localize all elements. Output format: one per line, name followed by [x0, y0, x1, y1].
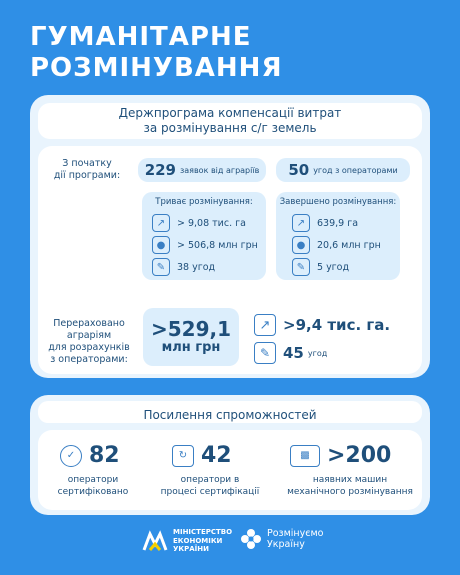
- agreements-value: 50: [288, 161, 310, 179]
- applications-chip: [138, 158, 266, 182]
- flower-icon: [240, 528, 262, 550]
- ongoing-deals-row: [152, 258, 215, 276]
- transferred-label-line-3: для розрахунків: [48, 342, 130, 353]
- stat-in-process-label-line-2: процесі сертифікації: [160, 487, 260, 497]
- agreements-chip: [276, 158, 410, 182]
- transferred-label-line-1: Перераховано: [53, 318, 125, 329]
- area-icon: ↗: [152, 214, 170, 232]
- completed-money: 20,6 млн грн: [317, 239, 381, 251]
- ministry-line-2: ЕКОНОМІКИ: [173, 536, 223, 545]
- since-label-line-2: дії програми:: [53, 170, 121, 181]
- capacity-body: [38, 430, 422, 510]
- ministry-line-3: УКРАЇНИ: [173, 545, 209, 553]
- demining-machine-icon: ▩: [290, 445, 320, 467]
- transferred-label-line-4: з операторами:: [50, 354, 128, 365]
- capacity-heading-card: [38, 401, 422, 423]
- ongoing-area-row: [152, 214, 246, 232]
- process-icon: ↻: [172, 445, 194, 467]
- ongoing-heading: Триває розмінування:: [155, 197, 253, 207]
- program-heading: [38, 103, 422, 139]
- total-area: >9,4 тис. га.: [283, 316, 391, 334]
- completed-heading: Завершено розмінування:: [279, 197, 397, 207]
- page-title: [30, 22, 282, 84]
- area-icon: ↗: [254, 314, 276, 336]
- partner-line-2: Україну: [267, 539, 305, 550]
- completed-area-row: [292, 214, 358, 232]
- ongoing-area: > 9,08 тис. га: [177, 217, 246, 229]
- stat-in-process: [172, 443, 232, 468]
- title-line-2: РОЗМІНУВАННЯ: [30, 53, 283, 83]
- total-deals-row: [254, 342, 327, 364]
- shield-icon: ✓: [60, 445, 82, 467]
- transferred-value: >529,1: [150, 317, 232, 341]
- program-heading-line-1: Держпрограма компенсації витрат: [118, 106, 342, 120]
- stat-certified-value: 82: [89, 443, 120, 468]
- ongoing-money-row: [152, 236, 258, 254]
- capacity-heading: Посилення спроможностей: [143, 408, 317, 422]
- stat-in-process-value: 42: [201, 443, 232, 468]
- document-icon: ✎: [292, 258, 310, 276]
- money-icon: ●: [152, 236, 170, 254]
- partner-line-1: Розмінуємо: [267, 528, 324, 539]
- document-icon: ✎: [254, 342, 276, 364]
- partner-logo: [240, 528, 323, 550]
- applications-label: заявок від аграріїв: [180, 165, 260, 175]
- title-line-1: ГУМАНІТАРНЕ: [30, 22, 252, 52]
- ongoing-money: > 506,8 млн грн: [177, 239, 258, 251]
- money-icon: ●: [292, 236, 310, 254]
- total-deals-unit: угод: [307, 348, 328, 358]
- since-label: [47, 158, 127, 182]
- stat-machines: [290, 443, 391, 468]
- completed-deals: 5 угод: [317, 261, 350, 273]
- transferred-label: [44, 318, 134, 366]
- agreements-label: угод з операторами: [313, 165, 398, 175]
- applications-value: 229: [144, 161, 176, 179]
- stat-machines-label: [282, 474, 418, 498]
- ministry-logo-icon: [142, 530, 168, 552]
- transferred-label-line-2: аграріям: [66, 330, 112, 341]
- stat-in-process-label: [155, 474, 265, 498]
- ongoing-deals: 38 угод: [177, 261, 216, 273]
- completed-area: 639,9 га: [317, 217, 359, 229]
- ministry-logo: [142, 528, 232, 554]
- completed-money-row: [292, 236, 381, 254]
- area-icon: ↗: [292, 214, 310, 232]
- ministry-line-1: МІНІСТЕРСТВО: [173, 528, 233, 536]
- stat-machines-label-line-1: наявних машин: [312, 475, 388, 485]
- transferred-unit: млн грн: [161, 340, 221, 355]
- since-label-line-1: З початку: [62, 158, 112, 169]
- document-icon: ✎: [152, 258, 170, 276]
- transferred-value-box: [143, 308, 239, 366]
- stat-in-process-label-line-1: оператори в: [180, 475, 240, 485]
- stat-certified-label-line-1: оператори: [67, 475, 119, 485]
- completed-deals-row: [292, 258, 349, 276]
- stat-certified: [60, 443, 120, 468]
- stat-machines-value: >200: [327, 443, 392, 468]
- stat-certified-label: [48, 474, 138, 498]
- total-area-row: [254, 314, 390, 336]
- program-heading-line-2: за розмінування с/г земель: [143, 121, 317, 135]
- stat-certified-label-line-2: сертифіковано: [57, 487, 129, 497]
- total-deals-value: 45: [283, 344, 304, 362]
- stat-machines-label-line-2: механічного розмінування: [287, 487, 413, 497]
